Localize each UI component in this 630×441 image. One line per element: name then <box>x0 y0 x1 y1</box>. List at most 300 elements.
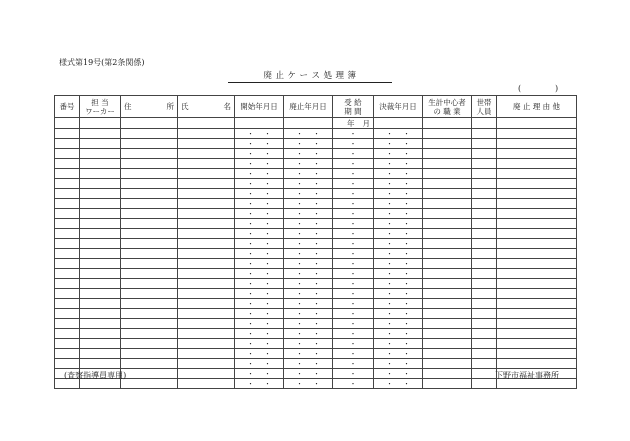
table-cell <box>333 249 374 259</box>
date-dots <box>284 310 332 318</box>
table-cell <box>235 159 284 169</box>
date-separator-dot: ・ <box>403 229 410 238</box>
table-cell <box>235 299 284 309</box>
date-separator-dot: ・ <box>313 279 320 288</box>
table-cell <box>472 359 497 369</box>
date-separator-dot: ・ <box>313 369 320 378</box>
date-separator-dot: ・ <box>386 209 393 218</box>
table-cell <box>284 279 333 289</box>
date-dots <box>235 300 283 308</box>
table-cell <box>284 219 333 229</box>
table-cell <box>284 299 333 309</box>
date-dots <box>235 180 283 188</box>
table-cell <box>178 339 235 349</box>
table-cell <box>497 319 577 329</box>
date-separator-dot: ・ <box>247 259 254 268</box>
date-dots <box>374 210 422 218</box>
table-cell <box>80 319 121 329</box>
header-receipt-bottom: 期 間 <box>344 106 362 116</box>
table-cell <box>333 279 374 289</box>
date-separator-dot: ・ <box>403 349 410 358</box>
date-separator-dot: ・ <box>296 159 303 168</box>
date-dots <box>284 150 332 158</box>
ledger-body <box>55 118 577 389</box>
table-cell <box>235 179 284 189</box>
date-separator-dot: ・ <box>403 279 410 288</box>
table-cell <box>472 179 497 189</box>
table-cell <box>497 189 577 199</box>
date-separator-dot: ・ <box>386 179 393 188</box>
table-cell <box>374 209 423 219</box>
table-cell <box>472 339 497 349</box>
date-dots <box>284 340 332 348</box>
header-start-date: 開始年月日 <box>235 96 284 118</box>
table-cell <box>497 259 577 269</box>
table-cell <box>178 209 235 219</box>
date-separator-dot: ・ <box>403 159 410 168</box>
table-row <box>55 249 577 259</box>
date-separator-dot: ・ <box>403 219 410 228</box>
table-cell <box>472 219 497 229</box>
table-cell <box>235 139 284 149</box>
header-address-b: 所 <box>166 102 174 111</box>
table-row <box>55 149 577 159</box>
table-cell <box>374 349 423 359</box>
table-row <box>55 229 577 239</box>
table-cell <box>178 369 235 379</box>
period-dot: ・ <box>349 339 357 348</box>
date-separator-dot: ・ <box>247 139 254 148</box>
table-cell <box>423 229 472 239</box>
table-cell <box>472 329 497 339</box>
table-cell <box>80 229 121 239</box>
table-cell <box>121 279 178 289</box>
table-row <box>55 169 577 179</box>
table-cell <box>423 279 472 289</box>
table-cell <box>55 329 80 339</box>
date-separator-dot: ・ <box>403 179 410 188</box>
paren-open: ( <box>518 84 522 93</box>
table-cell <box>80 169 121 179</box>
table-cell <box>284 229 333 239</box>
table-row <box>55 259 577 269</box>
table-row <box>55 309 577 319</box>
date-separator-dot: ・ <box>296 199 303 208</box>
header-household <box>472 96 497 118</box>
table-cell <box>55 219 80 229</box>
table-cell <box>55 199 80 209</box>
table-cell <box>80 349 121 359</box>
date-dots <box>235 200 283 208</box>
table-cell <box>333 199 374 209</box>
date-dots <box>374 220 422 228</box>
unit-year: 年 <box>347 118 355 128</box>
date-dots <box>235 330 283 338</box>
table-cell <box>178 129 235 139</box>
date-separator-dot: ・ <box>386 149 393 158</box>
table-cell <box>423 209 472 219</box>
table-cell <box>497 229 577 239</box>
period-dot: ・ <box>349 209 357 218</box>
table-cell <box>423 249 472 259</box>
header-address-a: 住 <box>124 102 132 111</box>
period-dot: ・ <box>349 379 357 388</box>
date-dots <box>284 220 332 228</box>
table-cell <box>235 249 284 259</box>
date-dots <box>374 280 422 288</box>
table-cell <box>333 239 374 249</box>
page-title: 廃 止 ケ ー ス 処 理 簿 <box>228 69 392 83</box>
date-separator-dot: ・ <box>264 269 271 278</box>
date-separator-dot: ・ <box>247 149 254 158</box>
table-cell <box>284 289 333 299</box>
table-cell <box>284 159 333 169</box>
date-separator-dot: ・ <box>247 249 254 258</box>
table-cell <box>121 229 178 239</box>
paren-close: ) <box>555 84 559 93</box>
table-cell <box>423 189 472 199</box>
date-dots <box>235 210 283 218</box>
table-cell <box>55 139 80 149</box>
date-separator-dot: ・ <box>296 359 303 368</box>
table-cell <box>235 319 284 329</box>
date-separator-dot: ・ <box>403 269 410 278</box>
date-separator-dot: ・ <box>247 269 254 278</box>
date-separator-dot: ・ <box>264 229 271 238</box>
period-dot: ・ <box>349 199 357 208</box>
date-separator-dot: ・ <box>403 369 410 378</box>
table-cell <box>55 289 80 299</box>
table-cell <box>178 149 235 159</box>
date-dots <box>235 350 283 358</box>
date-separator-dot: ・ <box>313 209 320 218</box>
period-dot: ・ <box>349 269 357 278</box>
table-row <box>55 289 577 299</box>
date-dots <box>374 140 422 148</box>
date-separator-dot: ・ <box>296 299 303 308</box>
table-cell <box>80 179 121 189</box>
table-cell <box>374 169 423 179</box>
table-cell <box>284 369 333 379</box>
table-cell <box>235 279 284 289</box>
footer-note: (査察指導員専用) <box>64 371 127 380</box>
date-separator-dot: ・ <box>386 359 393 368</box>
date-separator-dot: ・ <box>403 329 410 338</box>
date-separator-dot: ・ <box>296 309 303 318</box>
date-separator-dot: ・ <box>296 379 303 388</box>
date-separator-dot: ・ <box>264 259 271 268</box>
table-cell <box>333 359 374 369</box>
date-separator-dot: ・ <box>313 179 320 188</box>
table-cell <box>178 359 235 369</box>
table-cell <box>80 129 121 139</box>
table-cell <box>284 319 333 329</box>
date-separator-dot: ・ <box>247 369 254 378</box>
table-cell <box>178 349 235 359</box>
table-cell <box>284 309 333 319</box>
table-cell <box>121 219 178 229</box>
date-dots <box>235 140 283 148</box>
table-cell <box>472 139 497 149</box>
table-cell <box>497 299 577 309</box>
table-cell <box>423 309 472 319</box>
table-cell <box>423 379 472 389</box>
table-cell <box>121 139 178 149</box>
date-separator-dot: ・ <box>247 239 254 248</box>
table-cell <box>497 289 577 299</box>
date-dots <box>374 150 422 158</box>
table-cell <box>472 319 497 329</box>
date-separator-dot: ・ <box>296 179 303 188</box>
table-cell <box>55 299 80 309</box>
table-cell <box>178 219 235 229</box>
period-dot: ・ <box>349 239 357 248</box>
date-separator-dot: ・ <box>264 189 271 198</box>
table-cell <box>284 239 333 249</box>
table-cell <box>121 339 178 349</box>
date-separator-dot: ・ <box>264 199 271 208</box>
date-separator-dot: ・ <box>264 169 271 178</box>
date-separator-dot: ・ <box>313 299 320 308</box>
date-dots <box>374 350 422 358</box>
date-separator-dot: ・ <box>264 279 271 288</box>
table-cell <box>121 199 178 209</box>
date-separator-dot: ・ <box>386 309 393 318</box>
date-separator-dot: ・ <box>247 159 254 168</box>
table-cell <box>80 189 121 199</box>
date-separator-dot: ・ <box>264 209 271 218</box>
date-dots <box>235 150 283 158</box>
table-cell <box>121 269 178 279</box>
date-separator-dot: ・ <box>296 189 303 198</box>
header-no: 番号 <box>55 96 80 118</box>
table-cell <box>497 159 577 169</box>
table-row <box>55 129 577 139</box>
table-cell <box>333 149 374 159</box>
period-dot: ・ <box>349 289 357 298</box>
date-separator-dot: ・ <box>247 129 254 138</box>
date-separator-dot: ・ <box>403 319 410 328</box>
date-separator-dot: ・ <box>264 249 271 258</box>
date-dots <box>284 280 332 288</box>
date-dots <box>374 310 422 318</box>
table-cell <box>178 329 235 339</box>
date-separator-dot: ・ <box>247 219 254 228</box>
date-separator-dot: ・ <box>296 369 303 378</box>
table-row <box>55 219 577 229</box>
date-separator-dot: ・ <box>313 189 320 198</box>
table-cell <box>80 209 121 219</box>
table-cell <box>178 299 235 309</box>
table-cell <box>284 129 333 139</box>
table-cell <box>333 349 374 359</box>
table-cell <box>80 269 121 279</box>
table-cell <box>55 259 80 269</box>
date-dots <box>374 320 422 328</box>
period-dot: ・ <box>349 279 357 288</box>
table-cell <box>121 189 178 199</box>
date-separator-dot: ・ <box>247 289 254 298</box>
table-cell <box>423 289 472 299</box>
header-decision-date: 決裁年月日 <box>374 96 423 118</box>
date-dots <box>374 340 422 348</box>
table-cell <box>374 279 423 289</box>
table-cell <box>472 159 497 169</box>
table-row <box>55 179 577 189</box>
date-separator-dot: ・ <box>403 299 410 308</box>
table-cell <box>80 259 121 269</box>
header-household-bottom: 人員 <box>476 106 492 116</box>
date-dots <box>235 130 283 138</box>
date-separator-dot: ・ <box>296 269 303 278</box>
date-separator-dot: ・ <box>296 289 303 298</box>
table-cell <box>333 159 374 169</box>
table-cell <box>374 159 423 169</box>
date-dots <box>235 240 283 248</box>
date-dots <box>235 320 283 328</box>
table-cell <box>178 239 235 249</box>
table-cell <box>178 179 235 189</box>
date-separator-dot: ・ <box>247 299 254 308</box>
date-dots <box>284 300 332 308</box>
date-separator-dot: ・ <box>403 259 410 268</box>
date-separator-dot: ・ <box>313 129 320 138</box>
unit-month: 月 <box>362 118 370 128</box>
table-cell <box>121 329 178 339</box>
table-cell <box>80 289 121 299</box>
date-dots <box>284 380 332 388</box>
date-dots <box>284 320 332 328</box>
table-cell <box>333 319 374 329</box>
table-cell <box>374 149 423 159</box>
table-cell <box>472 379 497 389</box>
table-cell <box>284 179 333 189</box>
table-cell <box>333 229 374 239</box>
date-separator-dot: ・ <box>247 359 254 368</box>
date-separator-dot: ・ <box>247 309 254 318</box>
date-separator-dot: ・ <box>403 239 410 248</box>
table-cell <box>284 339 333 349</box>
table-cell <box>80 149 121 159</box>
table-cell <box>497 209 577 219</box>
table-cell <box>178 279 235 289</box>
table-cell <box>423 359 472 369</box>
date-separator-dot: ・ <box>403 199 410 208</box>
date-separator-dot: ・ <box>247 229 254 238</box>
table-cell <box>497 279 577 289</box>
table-cell <box>333 139 374 149</box>
table-cell <box>55 309 80 319</box>
date-separator-dot: ・ <box>313 149 320 158</box>
table-cell <box>374 269 423 279</box>
table-cell <box>235 349 284 359</box>
table-cell <box>374 129 423 139</box>
table-cell <box>374 179 423 189</box>
date-separator-dot: ・ <box>296 329 303 338</box>
table-cell <box>235 369 284 379</box>
date-separator-dot: ・ <box>296 249 303 258</box>
table-cell <box>80 219 121 229</box>
date-separator-dot: ・ <box>386 189 393 198</box>
table-cell <box>121 179 178 189</box>
table-cell <box>423 369 472 379</box>
date-separator-dot: ・ <box>386 329 393 338</box>
date-dots <box>284 260 332 268</box>
date-separator-dot: ・ <box>247 169 254 178</box>
header-end-date: 廃止年月日 <box>284 96 333 118</box>
table-cell <box>497 269 577 279</box>
table-cell <box>497 249 577 259</box>
date-dots <box>284 180 332 188</box>
date-dots <box>284 290 332 298</box>
table-cell <box>121 149 178 159</box>
date-dots <box>235 360 283 368</box>
table-cell <box>333 259 374 269</box>
table-cell <box>284 379 333 389</box>
date-separator-dot: ・ <box>264 309 271 318</box>
date-dots <box>235 190 283 198</box>
date-dots <box>235 370 283 378</box>
table-cell <box>235 149 284 159</box>
date-dots <box>284 130 332 138</box>
table-cell <box>178 289 235 299</box>
table-cell <box>178 319 235 329</box>
period-dot: ・ <box>349 139 357 148</box>
table-cell <box>55 239 80 249</box>
date-separator-dot: ・ <box>386 249 393 258</box>
table-row <box>55 339 577 349</box>
date-separator-dot: ・ <box>296 339 303 348</box>
table-cell <box>423 169 472 179</box>
header-reason: 廃 止 理 由 他 <box>497 96 577 118</box>
date-separator-dot: ・ <box>403 289 410 298</box>
table-row <box>55 359 577 369</box>
table-cell <box>472 129 497 139</box>
date-separator-dot: ・ <box>247 179 254 188</box>
date-separator-dot: ・ <box>403 209 410 218</box>
table-cell <box>284 149 333 159</box>
date-separator-dot: ・ <box>296 259 303 268</box>
date-separator-dot: ・ <box>386 199 393 208</box>
table-cell <box>333 329 374 339</box>
date-separator-dot: ・ <box>386 159 393 168</box>
table-cell <box>178 309 235 319</box>
form-number: 様式第19号(第2条関係) <box>59 58 145 67</box>
table-row <box>55 329 577 339</box>
table-cell <box>497 199 577 209</box>
table-cell <box>423 319 472 329</box>
period-dot: ・ <box>349 319 357 328</box>
table-cell <box>423 339 472 349</box>
date-separator-dot: ・ <box>296 149 303 158</box>
table-cell <box>333 219 374 229</box>
date-separator-dot: ・ <box>264 379 271 388</box>
date-separator-dot: ・ <box>386 139 393 148</box>
table-cell <box>55 319 80 329</box>
office-name: 下野市福祉事務所 <box>495 371 559 380</box>
table-cell <box>178 139 235 149</box>
date-separator-dot: ・ <box>403 339 410 348</box>
table-cell <box>374 259 423 269</box>
header-occupation-top: 生計中心者 <box>428 97 466 107</box>
header-occupation-bottom: の 職 業 <box>433 106 461 116</box>
table-cell <box>55 189 80 199</box>
table-cell <box>472 199 497 209</box>
table-cell <box>374 139 423 149</box>
date-separator-dot: ・ <box>296 139 303 148</box>
table-cell <box>284 199 333 209</box>
date-dots <box>374 380 422 388</box>
